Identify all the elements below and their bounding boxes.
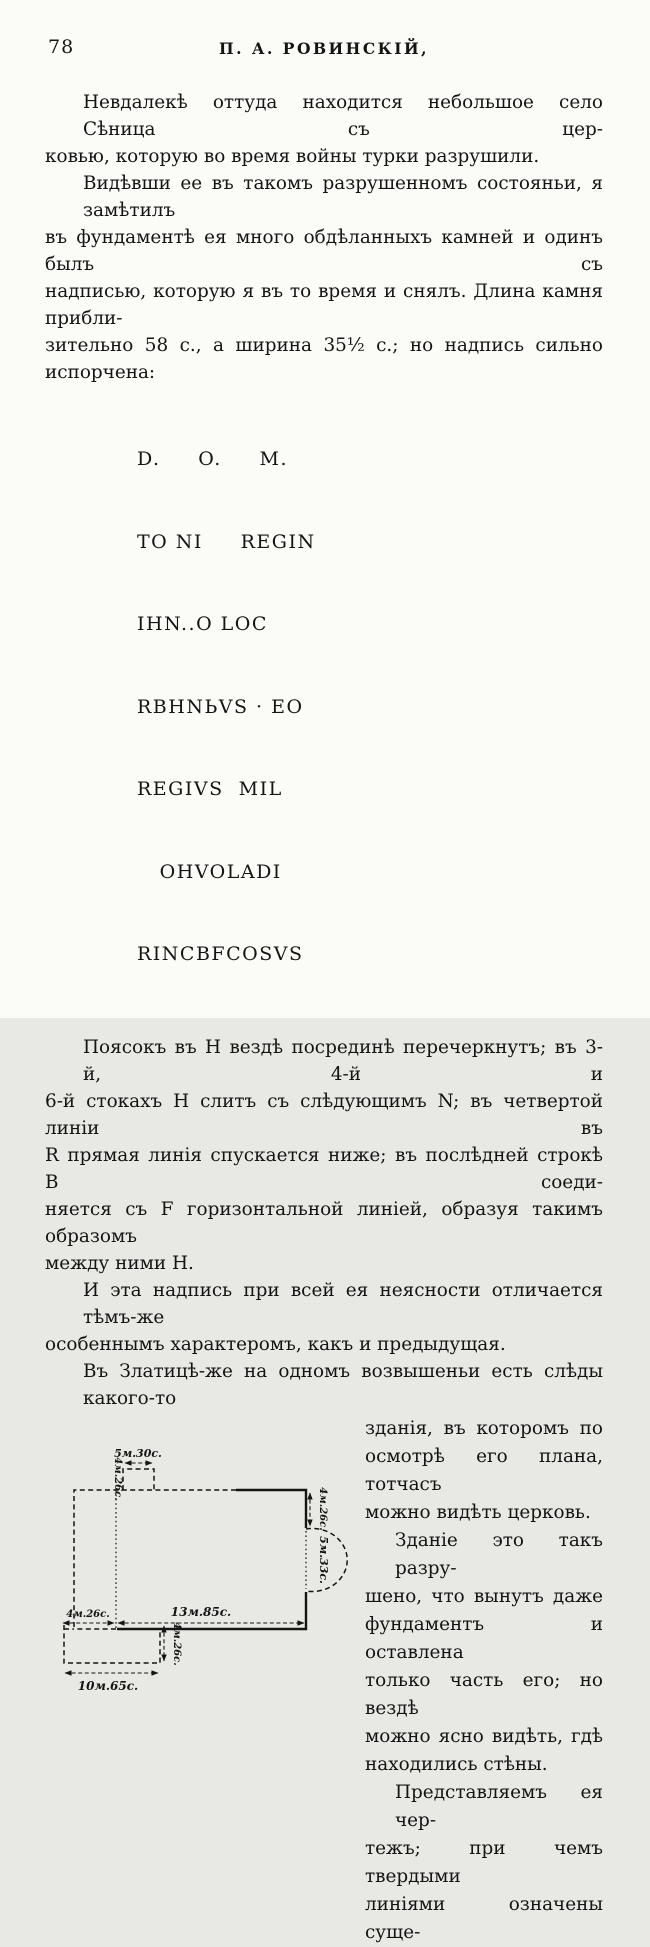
paragraph-2 [45, 170, 603, 386]
text-line: ковью, которую во время войны турки разрушили. [45, 146, 540, 167]
inscription-line: REGIVS MIL [137, 778, 283, 800]
text-line: въ фундаментѣ ея много обдѣланныхъ камней и одинъ былъ съ [45, 227, 603, 275]
text-line: Зданіе это такъ разру- [395, 1529, 603, 1579]
paragraph-1 [45, 89, 603, 170]
running-title: П. А. РОВИНСКІЙ, [218, 39, 430, 58]
paragraph-3 [45, 1034, 603, 1277]
text-line: И эта надпись при всей ея неясности отличается тѣмъ-же [83, 1279, 603, 1328]
text-line: зительно 58 с., а ширина 35½ с.; но надпись сильно испорчена: [45, 335, 603, 383]
paragraph-5 [45, 1358, 603, 1412]
right-text-column [365, 1415, 603, 1947]
text-line: находились стѣны. [365, 1753, 548, 1775]
paragraph-5-continued [365, 1415, 603, 1527]
church-plan-figure [51, 1439, 359, 1701]
text-line: няется съ F горизонтальной линіей, образуя такимъ образомъ [45, 1198, 603, 1247]
page-header [45, 36, 603, 63]
text-line: осмотрѣ его плана, тотчасъ [365, 1445, 603, 1495]
text-line: можно ясно видѣть, гдѣ [365, 1725, 603, 1747]
text-line: фундаментъ и оставлена [365, 1613, 603, 1663]
inscription-line: RINCBFCOSVS [137, 943, 304, 965]
latin-inscription [45, 391, 603, 1024]
text-line: зданія, въ которомъ по [365, 1417, 603, 1439]
dim-label-ext-width: 10м.65с. [77, 1678, 139, 1693]
solid-wall-top-right [236, 1490, 306, 1528]
text-line: тежъ; при чемъ твердыми [365, 1837, 603, 1887]
inscription-line: TO NI REGIN [137, 530, 316, 553]
dim-label-left: 4м.26с. [66, 1608, 110, 1620]
dim-label-right-height: 4м.26с. [317, 1486, 328, 1531]
figure-container [45, 1415, 363, 1947]
plan-lines [63, 1463, 347, 1673]
paragraph-4 [45, 1277, 603, 1358]
figure-and-text-row [45, 1415, 603, 1947]
dim-label-top-width: 5м.30с. [114, 1446, 162, 1460]
text-line: Поясокъ въ Н вездѣ посрединѣ перечеркнутъ; въ 3-й, 4-й и [83, 1036, 603, 1085]
dim-label-main-length: 13м.85с. [170, 1604, 232, 1619]
paragraph-6 [365, 1527, 603, 1779]
text-line: шено, что вынутъ даже [365, 1585, 603, 1607]
top-protrusion-square [123, 1469, 154, 1490]
inscription-line: IHN..O LOC [137, 613, 268, 635]
inscription-line: OHVOLADI [137, 860, 282, 883]
dim-label-apse: 5м.33с. [317, 1535, 330, 1584]
text-line: Въ Златицѣ-же на одномъ возвышеньи есть слѣды какого-то [83, 1360, 603, 1409]
text-line: между ними Н. [45, 1252, 194, 1274]
text-line: Невдалекѣ оттуда находится небольшое село Сѣница съ цер- [83, 92, 603, 140]
page-number: 78 [48, 36, 75, 58]
paragraph-7 [365, 1779, 603, 1947]
inscription-line: RBHNЬVS · EO [137, 695, 304, 718]
text-line: 6-й стокахъ Н слитъ съ слѣдующимъ N; въ четвертой линіи въ [45, 1090, 603, 1139]
dim-label-ext-height: 4м.26с. [171, 1621, 182, 1666]
text-line: только часть его; но вездѣ [365, 1669, 603, 1719]
text-line: R прямая линія спускается ниже; въ послѣдней строкѣ В соеди- [45, 1144, 603, 1193]
text-line: надписью, которую я въ то время и снялъ. Длина камня прибли- [45, 281, 603, 329]
extension-rect [64, 1625, 160, 1663]
text-line: можно видѣть церковь. [365, 1501, 591, 1523]
body-text [45, 89, 603, 1947]
plan-dimension-labels [66, 1447, 330, 1693]
text-line: линіями означены суще- [365, 1893, 603, 1943]
inscription-line: D. O. M. [137, 448, 288, 470]
dim-label-top-height: 4м.26с. [112, 1456, 123, 1501]
text-line: Представляемъ ея чер- [395, 1781, 603, 1831]
text-line: особеннымъ характеромъ, какъ и предыдущая. [45, 1333, 506, 1355]
text-line: Видѣвши ее въ такомъ разрушенномъ состояньи, я замѣтилъ [83, 173, 603, 221]
